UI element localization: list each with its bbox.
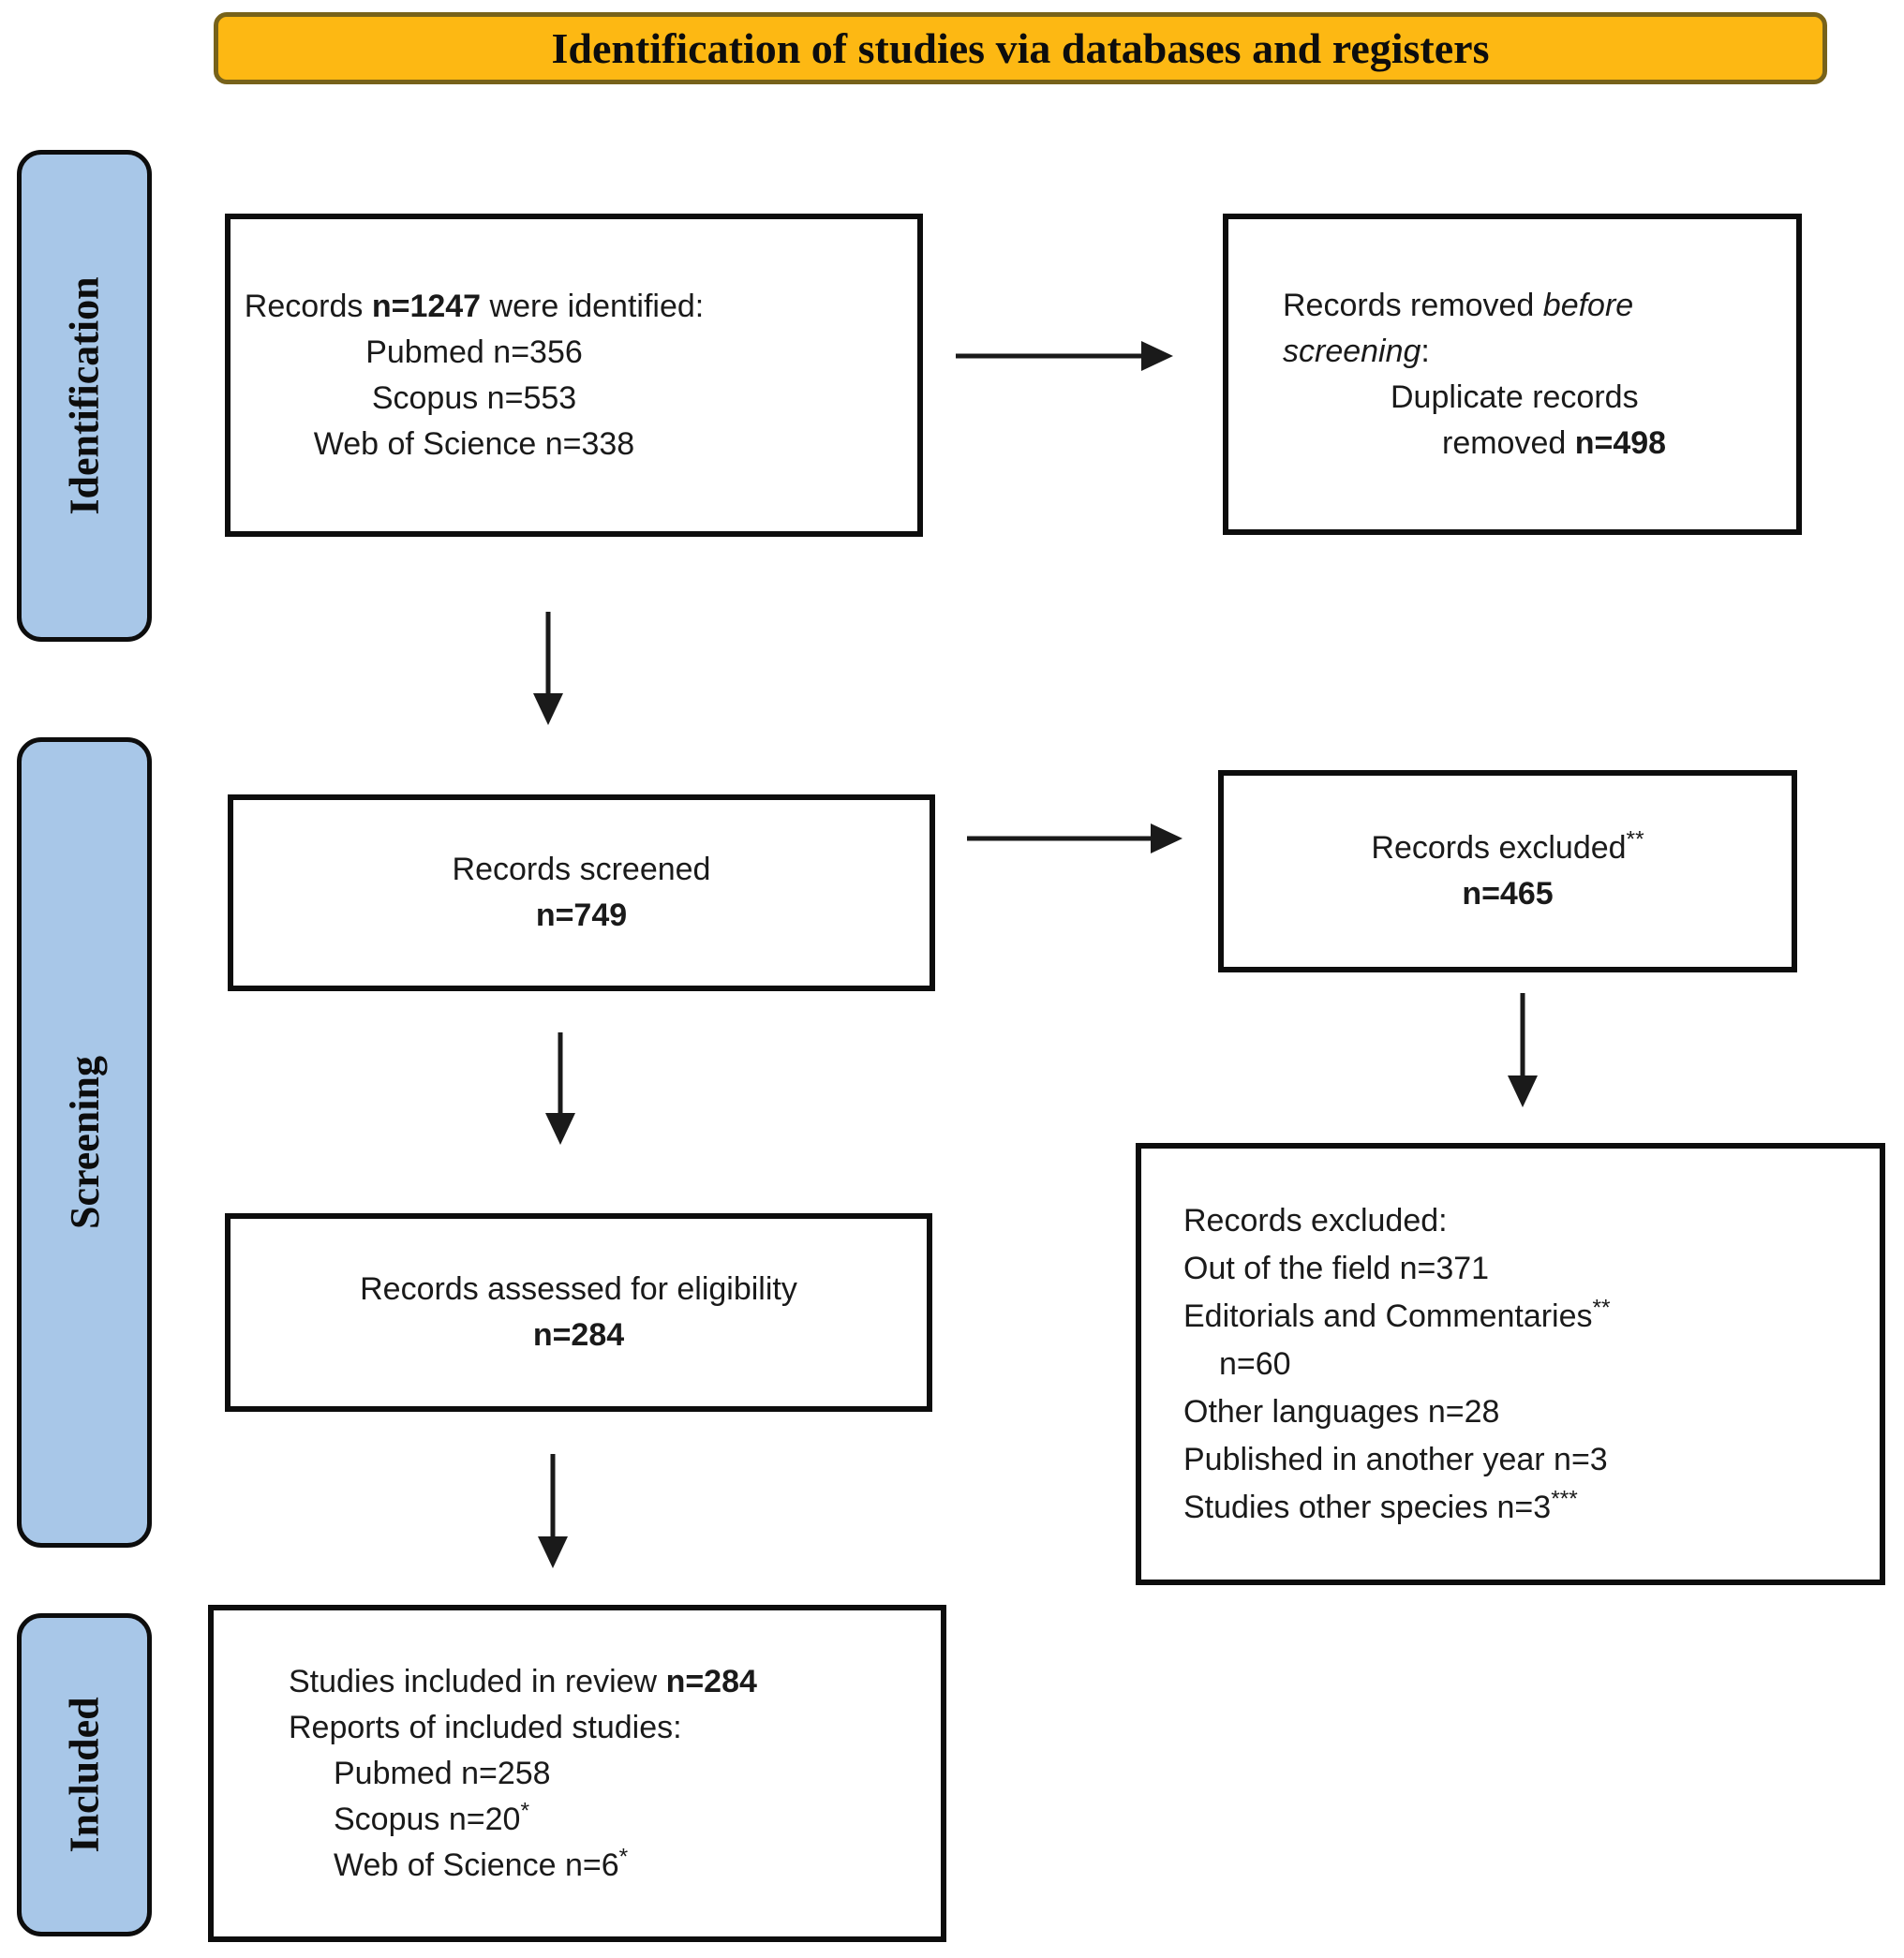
asterisk: *: [520, 1798, 529, 1824]
reason-out-of-field: Out of the field n=371: [1183, 1250, 1490, 1286]
box-records-removed-before-screening: [1223, 214, 1802, 535]
reports-of-included-studies: Reports of included studies:: [289, 1709, 682, 1745]
source-scopus: Scopus n=553: [371, 379, 577, 416]
duplicate-records-line: Duplicate records: [1391, 378, 1639, 415]
reason-other-languages: Other languages n=28: [1183, 1393, 1500, 1430]
records-screened-count: n=749: [535, 897, 628, 933]
box-records-screened: [228, 794, 935, 991]
arrow-screened-to-assessed: [545, 1032, 575, 1145]
included-pubmed: Pubmed n=258: [334, 1755, 551, 1791]
asterisks: **: [1592, 1295, 1611, 1321]
records-excluded-title: Records excluded**: [1371, 826, 1644, 866]
box-studies-included: [208, 1605, 946, 1942]
asterisks: **: [1626, 826, 1644, 853]
records-assessed-title: Records assessed for eligibility: [360, 1271, 797, 1307]
box-exclusion-reasons: [1136, 1143, 1885, 1585]
stage-screening: [17, 737, 152, 1548]
banner: [214, 12, 1827, 84]
banner-title: Identification of studies via databases and registers: [551, 24, 1490, 72]
included-web-of-science: Web of Science n=6*: [334, 1844, 629, 1883]
asterisk: *: [618, 1844, 629, 1870]
stage-included: [17, 1613, 152, 1936]
arrow-identified-to-screened: [533, 612, 563, 725]
source-web-of-science: Web of Science n=338: [313, 425, 635, 462]
reason-other-species: Studies other species n=3***: [1183, 1486, 1578, 1525]
reason-editorials: Editorials and Commentaries**: [1183, 1295, 1611, 1334]
duplicates-removed-count: removed n=498: [1442, 424, 1667, 461]
included-scopus: Scopus n=20*: [334, 1798, 529, 1837]
stage-screening-label: Screening: [61, 1056, 108, 1229]
asterisks: ***: [1551, 1486, 1578, 1512]
records-screened-title: Records screened: [452, 852, 711, 887]
stage-identification: [17, 150, 152, 642]
studies-included-title: Studies included in review n=284: [289, 1663, 757, 1699]
box-records-assessed: [225, 1213, 932, 1412]
records-excluded-count: n=465: [1462, 876, 1554, 912]
stage-included-label: Included: [61, 1697, 108, 1853]
arrow-screened-to-excluded: [967, 823, 1183, 853]
reason-editorials-count: n=60: [1219, 1345, 1291, 1382]
exclusion-reasons-title: Records excluded:: [1183, 1202, 1448, 1239]
source-pubmed: Pubmed n=356: [365, 334, 583, 370]
box-records-excluded: [1218, 770, 1797, 972]
records-identified-title: Records n=1247 were identified:: [244, 288, 705, 324]
records-removed-title: Records removed before screening:: [1283, 287, 1634, 369]
box-records-identified: [225, 214, 923, 537]
records-assessed-count: n=284: [532, 1317, 625, 1353]
arrow-assessed-to-included: [538, 1454, 568, 1568]
reason-another-year: Published in another year n=3: [1183, 1441, 1608, 1477]
stage-identification-label: Identification: [61, 276, 108, 515]
arrow-excluded-to-reasons: [1508, 993, 1538, 1107]
arrow-identified-to-removed: [956, 341, 1173, 371]
